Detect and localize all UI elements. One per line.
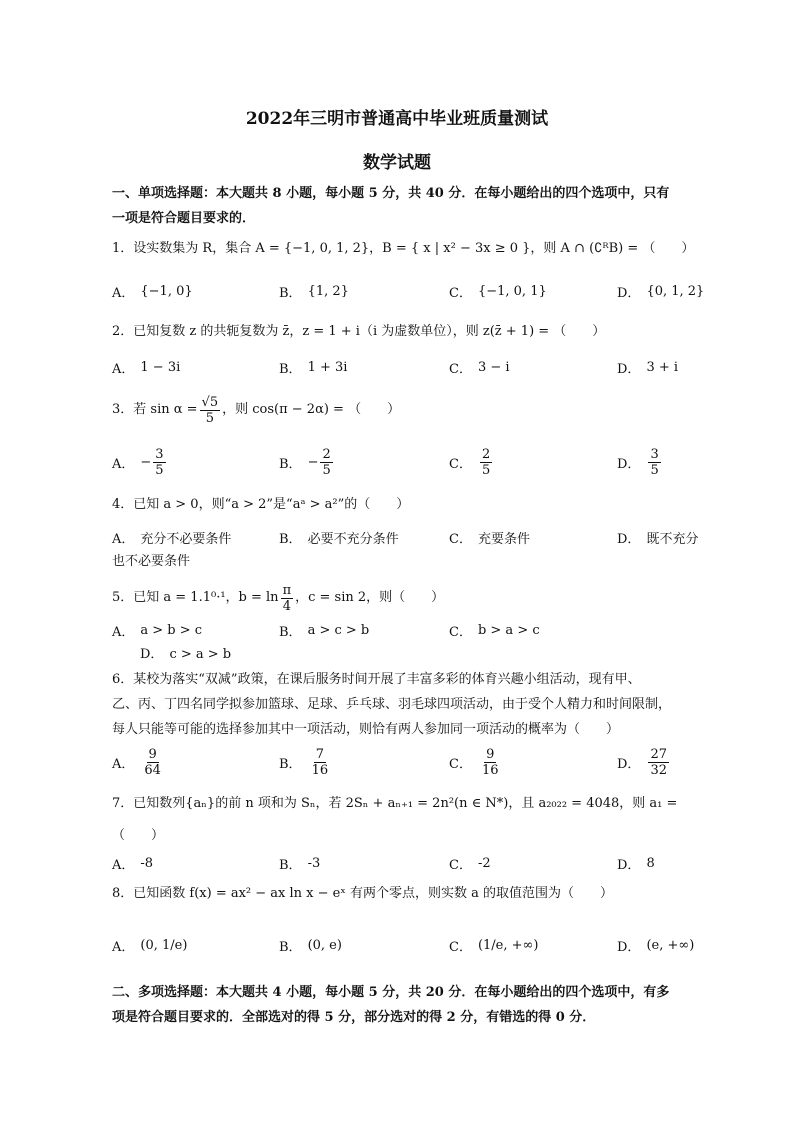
question-5-stem: 5．已知 a = 1.1⁰·¹，b = ln $\frac{\pi}{4}$ ，c = sin 2，则（ ） (112, 582, 445, 614)
question-2-stem: 2．已知复数 z 的共轭复数为 z̄，z = 1 + i（i 为虚数单位），则 z(z̄ + 1) = （ ） (112, 324, 606, 339)
q1-option-b: B． {1, 2} (279, 283, 349, 301)
q4-option-a: A． 充分不必要条件 (112, 531, 232, 547)
q1-option-a: A． {−1, 0} (112, 283, 193, 301)
q8-option-a: A． (0, 1/e) (112, 937, 188, 955)
q5-option-d: D． c > a > b (140, 647, 232, 662)
q5-option-c: C． b > a > c (449, 622, 540, 640)
question-8-options (112, 925, 702, 965)
q5-option-a: A． a > b > c (112, 622, 203, 640)
q7-option-d: D． 8 (617, 855, 655, 873)
section2-line2: 项是符合题目要求的．全部选对的得 5 分，部分选对的得 2 分，有错选的得 0 分． (112, 1010, 596, 1025)
question-6-line2: 乙、丙、丁四名同学拟参加篮球、足球、乒乓球、羽毛球四项活动，由于受个人精力和时间限制， (112, 697, 672, 712)
q4-option-b: B． 必要不充分条件 (279, 531, 399, 547)
q6-option-d: D． $\frac{27}{32}$ (617, 746, 667, 778)
question-7-line2: （ ） (112, 828, 165, 843)
q1-option-c: C． {−1, 0, 1} (449, 283, 547, 301)
question-8-stem: 8．已知函数 f(x) = ax² − ax ln x − eˣ 有两个零点，则实数 a 的取值范围为（ ） (112, 886, 614, 901)
q3-option-c: C． $\frac{2}{5}$ (449, 446, 491, 478)
section2-line1: 二、多项选择题：本大题共 4 小题，每小题 5 分，共 20 分．在每小题给出的四个选项中，有多 (112, 985, 670, 1000)
question-1-options (112, 271, 705, 311)
q3-fraction: $\frac{√5}{5}$ (201, 394, 219, 426)
q8-option-c: C． (1/e, +∞) (449, 937, 539, 955)
q2-option-b: B． 1 + 3i (279, 359, 348, 377)
section1-line2: 一项是符合题目要求的． (112, 211, 256, 226)
question-3-options (112, 442, 702, 482)
q1-option-d: D． {0, 1, 2} (617, 283, 705, 301)
q6-option-a: A． $\frac{9}{64}$ (112, 746, 161, 778)
question-7-line1: 7．已知数列{aₙ}的前 n 项和为 Sₙ，若 2Sₙ + aₙ₊₁ = 2n²(n ∈ N*)，且 a₂₀₂₂ = 4048，则 a₁ = (112, 796, 678, 811)
q5-fraction: $\frac{\pi}{4}$ (282, 582, 292, 614)
q3-option-b: B． − $\frac{2}{5}$ (279, 446, 331, 478)
section1-line1: 一、单项选择题：本大题共 8 小题，每小题 5 分，共 40 分．在每小题给出的四个选项中，只有 (112, 186, 670, 201)
question-6-line1: 6．某校为落实“双减”政策，在课后服务时间开展了丰富多彩的体育兴趣小组活动，现有甲、 (112, 672, 641, 687)
section1-heading (112, 181, 702, 231)
q6-option-c: C． $\frac{9}{16}$ (449, 746, 499, 778)
q2-option-d: D． 3 + i (617, 359, 679, 377)
q6-option-b: B． $\frac{7}{16}$ (279, 746, 329, 778)
q2-option-a: A． 1 − 3i (112, 359, 181, 377)
q8-option-b: B． (0, e) (279, 937, 342, 955)
q7-option-c: C． -2 (449, 855, 491, 873)
exam-subtitle: 数学试题 (363, 153, 431, 173)
question-3-stem: 3．若 sin α = $\frac{√5}{5}$ ，则 cos(π − 2α) = （ ） (112, 394, 401, 426)
q4-option-d: D． 既不充分 (617, 531, 699, 547)
q3-option-d: D． $\frac{3}{5}$ (617, 446, 659, 478)
question-2-options (112, 347, 702, 387)
q3-option-a: A． − $\frac{3}{5}$ (112, 446, 164, 478)
q4-option-d-continuation: 也不必要条件 (112, 554, 191, 569)
q2-option-c: C． 3 − i (449, 359, 510, 377)
exam-title: 2022年三明市普通高中毕业班质量测试 (245, 109, 549, 129)
question-6-options (112, 742, 702, 782)
section2-heading (112, 980, 702, 1030)
question-7-options (112, 843, 702, 883)
question-1-stem: 1．设实数集为 R，集合 A = {−1, 0, 1, 2}，B = { x | x² − 3x ≥ 0 }，则 A ∩ (∁ᴿB) = （ ） (112, 241, 695, 256)
q4-option-c: C． 充要条件 (449, 531, 530, 547)
q5-option-b: B． a > c > b (279, 622, 370, 640)
q8-option-d: D． (e, +∞) (617, 937, 695, 955)
q7-option-a: A． -8 (112, 855, 154, 873)
question-6-line3: 每人只能等可能的选择参加其中一项活动，则恰有两人参加同一项活动的概率为（ ） (112, 722, 620, 737)
q7-option-b: B． -3 (279, 855, 321, 873)
question-4-stem: 4．已知 a > 0，则“a > 2”是“aᵃ > a²”的（ ） (112, 497, 410, 512)
